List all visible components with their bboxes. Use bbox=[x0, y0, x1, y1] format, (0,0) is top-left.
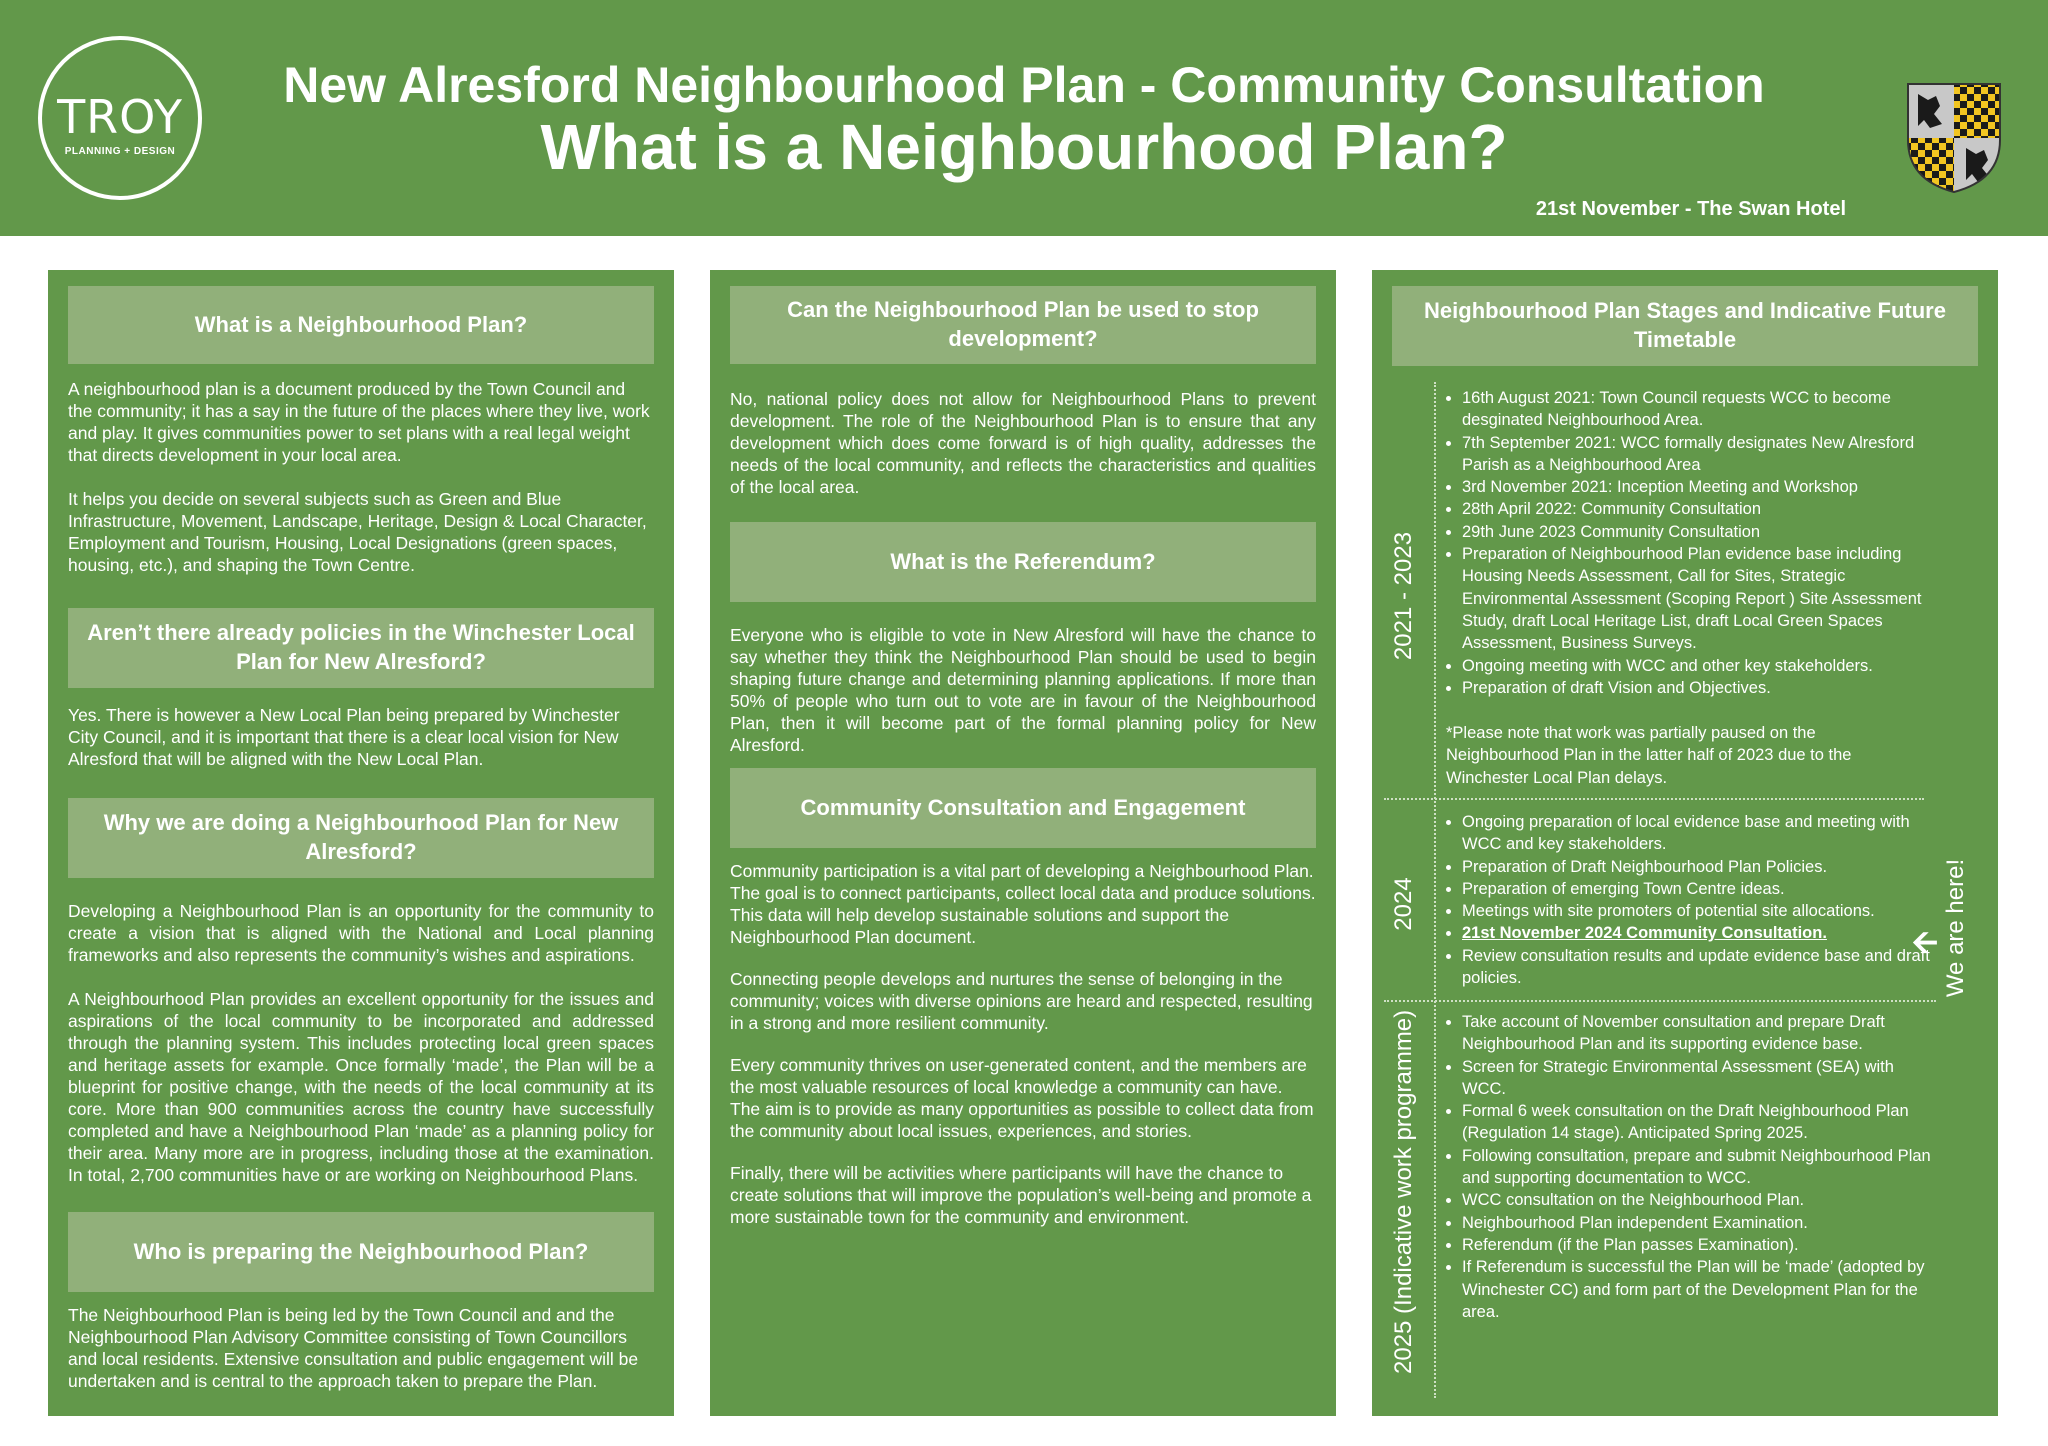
paragraph: No, national policy does not allow for Neighbourhood Plans to prevent development. The role of the Neighbourhood Plan is to ensure that any development which does come forward is of high quality, addresses the needs of the local community, and reflects the characteristics and qualities of the local area. bbox=[730, 389, 1316, 497]
why-plan-text bbox=[68, 900, 654, 1186]
phase-label-2024: 2024 bbox=[1390, 877, 1417, 931]
paragraph: Finally, there will be activities where participants will have the chance to create solutions that will improve the population’s well-being and promote a more sustainable town for the community and environment. bbox=[730, 1163, 1312, 1227]
section-heading-what-is-plan: What is a Neighbourhood Plan? bbox=[68, 286, 654, 364]
timeline-item: • Take account of November consultation and prepare Draft Neighbourhood Plan and its supporting evidence base. bbox=[1462, 1011, 1942, 1056]
page-subtitle: New Alresford Neighbourhood Plan - Community Consultation bbox=[283, 57, 1765, 113]
timeline-item: • Preparation of draft Vision and Objectives. bbox=[1462, 677, 1942, 699]
timeline-axis bbox=[1434, 382, 1438, 1398]
section-heading-stop-development: Can the Neighbourhood Plan be used to stop development? bbox=[730, 286, 1316, 364]
page-title: What is a Neighbourhood Plan? bbox=[540, 111, 1508, 183]
timeline-item: • Review consultation results and update evidence base and draft policies. bbox=[1462, 945, 1942, 990]
paragraph: Developing a Neighbourhood Plan is an opportunity for the community to create a vision that is aligned with the National and Local planning frameworks and also represents the community’s wishes and aspirations. bbox=[68, 901, 654, 965]
timeline-item: • 28th April 2022: Community Consultation bbox=[1462, 498, 1942, 520]
timeline-item: • 3rd November 2021: Inception Meeting and Workshop bbox=[1462, 476, 1942, 498]
left-arrow-icon: 🡨 bbox=[1912, 924, 1938, 960]
phase-divider bbox=[1384, 1000, 1936, 1002]
phase-divider bbox=[1384, 798, 1924, 800]
pause-note: *Please note that work was partially paused on the Neighbourhood Plan in the latter half of 2023 due to the Winchester Local Plan delays. bbox=[1446, 724, 1852, 787]
timeline-item: • Referendum (if the Plan passes Examination). bbox=[1462, 1234, 1942, 1256]
paragraph: The Neighbourhood Plan is being led by the Town Council and and the Neighbourhood Plan Advisory Committee consisting of Town Councillors and local residents. Extensive consultation and public engagement will be undertaken and is central to the approach taken to prepare the Plan. bbox=[68, 1305, 639, 1391]
logo-text: TROY bbox=[57, 90, 183, 144]
phase3-list bbox=[1442, 1011, 1942, 1323]
referendum-text bbox=[730, 624, 1316, 756]
column-middle bbox=[710, 270, 1336, 1416]
column-left bbox=[48, 270, 674, 1416]
section-heading-who-preparing: Who is preparing the Neighbourhood Plan? bbox=[68, 1212, 654, 1292]
consultation-text bbox=[730, 860, 1316, 1228]
column-right-timeline bbox=[1372, 270, 1998, 1416]
we-are-here-label: We are here! bbox=[1942, 858, 1969, 998]
timeline-item: • Meetings with site promoters of potential site allocations. bbox=[1462, 900, 1942, 922]
heraldic-shield-icon bbox=[1904, 80, 2004, 194]
logo-subtext: PLANNING + DESIGN bbox=[64, 146, 176, 157]
phase2-list bbox=[1442, 811, 1942, 989]
timeline-item: • Preparation of emerging Town Centre ideas. bbox=[1462, 878, 1942, 900]
timeline-item: • Screen for Strategic Environmental Assessment (SEA) with WCC. bbox=[1462, 1056, 1942, 1101]
paragraph: Connecting people develops and nurtures the sense of belonging in the community; voices with diverse opinions are heard and respected, resulting in a strong and more resilient community. bbox=[730, 969, 1313, 1033]
who-preparing-text bbox=[68, 1304, 654, 1392]
timeline-item: • Preparation of Draft Neighbourhood Plan Policies. bbox=[1462, 856, 1942, 878]
winchester-local-plan-text bbox=[68, 704, 654, 770]
paragraph: Yes. There is however a New Local Plan being prepared by Winchester City Council, and it is important that there is a clear local vision for New Alresford that will be aligned with the New Local Plan. bbox=[68, 705, 620, 769]
timeline-item: • Following consultation, prepare and submit Neighbourhood Plan and supporting documentation to WCC. bbox=[1462, 1145, 1942, 1190]
what-is-plan-text bbox=[68, 378, 654, 576]
header-banner bbox=[0, 0, 2048, 236]
current-consultation-item: • 21st November 2024 Community Consultation. bbox=[1462, 922, 1942, 944]
event-date-venue: 21st November - The Swan Hotel bbox=[1535, 198, 1846, 220]
section-heading-consultation: Community Consultation and Engagement bbox=[730, 768, 1316, 848]
phase-label-2021-2023: 2021 - 2023 bbox=[1390, 531, 1417, 661]
timeline-item: • Formal 6 week consultation on the Draft Neighbourhood Plan (Regulation 14 stage). Anticipated Spring 2025. bbox=[1462, 1100, 1942, 1145]
timeline-item: • Neighbourhood Plan independent Examination. bbox=[1462, 1212, 1942, 1234]
phase-label-2025: 2025 (Indicative work programme) bbox=[1390, 1009, 1417, 1374]
phase1-list bbox=[1442, 387, 1942, 699]
section-heading-why-plan: Why we are doing a Neighbourhood Plan for New Alresford? bbox=[68, 798, 654, 878]
timeline-item: • Ongoing meeting with WCC and other key stakeholders. bbox=[1462, 655, 1942, 677]
paragraph: A neighbourhood plan is a document produced by the Town Council and the community; it has a say in the future of the places where they live, work and play. It gives communities power to set plans with a real legal weight that directs development in your local area. bbox=[68, 379, 650, 465]
paragraph: Every community thrives on user-generated content, and the members are the most valuable resources of local knowledge a community can have. The aim is to provide as many opportunities as possible to collect data from the community about local issues, experiences, and stories. bbox=[730, 1055, 1314, 1141]
section-heading-winchester-local-plan: Aren’t there already policies in the Winchester Local Plan for New Alresford? bbox=[68, 608, 654, 688]
timeline-item: • 7th September 2021: WCC formally designates New Alresford Parish as a Neighbourhood Area bbox=[1462, 432, 1942, 477]
timeline-item: • WCC consultation on the Neighbourhood Plan. bbox=[1462, 1189, 1942, 1211]
timeline-item: • 16th August 2021: Town Council requests WCC to become desginated Neighbourhood Area. bbox=[1462, 387, 1942, 432]
timeline-item: • Preparation of Neighbourhood Plan evidence base including Housing Needs Assessment, Call for Sites, Strategic Environmental Assessment (Scoping Report ) Site Assessment Study, draft Local Heritage List, draft Local Green Spaces Assessment, Business Surveys. bbox=[1462, 543, 1942, 654]
paragraph: It helps you decide on several subjects such as Green and Blue Infrastructure, Movement, Landscape, Heritage, Design & Local Character, Employment and Tourism, Housing, Local Designations (green spaces, housing, etc.), and shaping the Town Centre. bbox=[68, 489, 647, 575]
timeline-item: • 29th June 2023 Community Consultation bbox=[1462, 521, 1942, 543]
paragraph: Community participation is a vital part of developing a Neighbourhood Plan. The goal is to connect participants, collect local data and produce solutions. This data will help develop sustainable solutions and support the Neighbourhood Plan document. bbox=[730, 861, 1316, 947]
paragraph: A Neighbourhood Plan provides an excellent opportunity for the issues and aspirations of the local community to be incorporated and addressed through the planning system. This includes protecting local green spaces and heritage assets for example. Once formally ‘made’, the Plan will be a blueprint for positive change, with the needs of the local community at its core. More than 900 communities across the country have successfully completed and have a Neighbourhood Plan ‘made’ as a planning policy for their area. Many more are in progress, including those at the examination. In total, 2,700 communities have or are working on Neighbourhood Plans. bbox=[68, 989, 654, 1185]
section-heading-referendum: What is the Referendum? bbox=[730, 522, 1316, 602]
timeline-item: • If Referendum is successful the Plan will be ‘made’ (adopted by Winchester CC) and form part of the Development Plan for the area. bbox=[1462, 1256, 1942, 1323]
section-heading-timetable: Neighbourhood Plan Stages and Indicative Future Timetable bbox=[1392, 286, 1978, 366]
paragraph: Everyone who is eligible to vote in New Alresford will have the chance to say whether they think the Neighbourhood Plan should be used to begin shaping future change and determining planning applications. If more than 50% of people who turn out to vote are in favour of the Neighbourhood Plan, then it will become part of the formal planning policy for New Alresford. bbox=[730, 625, 1316, 755]
stop-development-text bbox=[730, 388, 1316, 498]
timeline-item: • Ongoing preparation of local evidence base and meeting with WCC and key stakeholders. bbox=[1462, 811, 1942, 856]
